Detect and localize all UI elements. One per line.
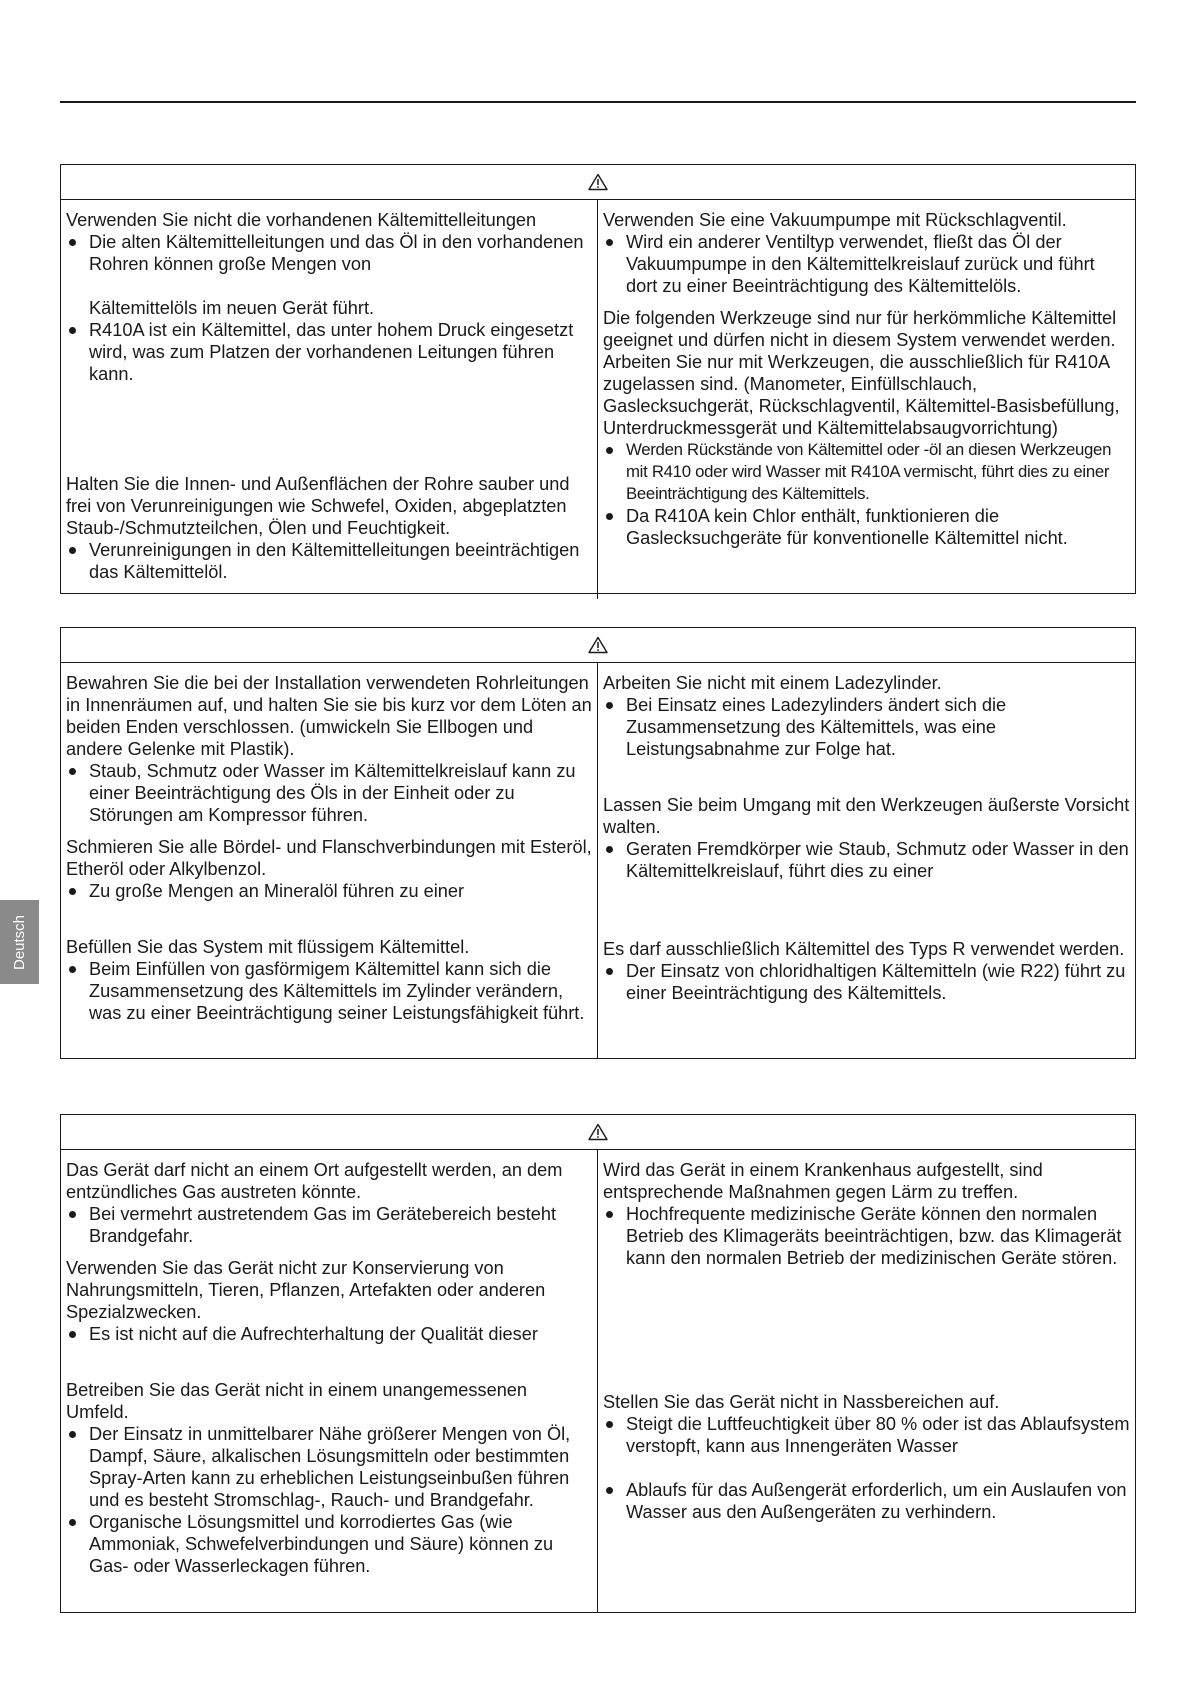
block-heading: Stellen Sie das Gerät nicht in Nassbereichen auf.: [603, 1392, 1000, 1412]
block-heading: Halten Sie die Innen- und Außenflächen der Rohre sauber und frei von Verunreinigungen wie Schwefel, Oxiden, abgeplatzten Staub-/Schmutzteilchen, Ölen und Feuchtigkeit.: [66, 474, 570, 538]
caution-block: [603, 672, 1131, 760]
header-rule: [60, 101, 1136, 103]
bullet-item: Werden Rückstände von Kältemittel oder -öl an diesen Werkzeugen mit R410 oder wird Wasser mit R410A vermischt, führt dies zu einer Beeinträchtigung des Kältemittels.: [603, 439, 1131, 505]
bullet-item: R410A ist ein Kältemittel, das unter hohem Druck eingesetzt wird, was zum Platzen der vorhandenen Leitungen führen kann.: [66, 319, 593, 385]
section-header: [61, 165, 1135, 200]
bullet-item: Beim Einfüllen von gasförmigem Kältemittel kann sich die Zusammensetzung des Kältemittels im Zylinder verändern, was zu einer Beeinträchtigung seiner Leistungsfähigkeit führt.: [66, 958, 593, 1024]
section-header: [61, 628, 1135, 663]
bullet-item: [66, 231, 593, 319]
bullet-item: Steigt die Luftfeuchtigkeit über 80 % oder ist das Ablaufsystem verstopft, kann aus Innengeräten Wasser: [603, 1413, 1131, 1457]
caution-section-3: [60, 1114, 1136, 1613]
left-column: [61, 200, 598, 599]
bullet-item: Verunreinigungen in den Kältemittelleitungen beeinträchtigen das Kältemittelöl.: [66, 539, 593, 583]
block-heading: Arbeiten Sie nicht mit einem Ladezylinder.: [603, 673, 942, 693]
caution-block: [66, 672, 593, 826]
caution-section-1: [60, 164, 1136, 594]
caution-block: [66, 1159, 593, 1247]
right-column: [598, 200, 1135, 599]
warning-triangle-icon: [588, 1123, 608, 1141]
block-heading: Das Gerät darf nicht an einem Ort aufgestellt werden, an dem entzündliches Gas austreten könnte.: [66, 1160, 563, 1202]
bullet-item: Der Einsatz in unmittelbarer Nähe größerer Mengen von Öl, Dampf, Säure, alkalischen Lösungsmitteln oder bestimmten Spray-Arten kann zu erheblichen Leistungseinbußen führen und es besteht Stromschlag-, Rauch- und Brandgefahr.: [66, 1423, 593, 1511]
caution-block: [603, 1391, 1131, 1523]
caution-block: [66, 1257, 593, 1345]
block-heading: Es darf ausschließlich Kältemittel des Typs R verwendet werden.: [603, 939, 1125, 959]
block-heading: Die folgenden Werkzeuge sind nur für herkömmliche Kältemittel geeignet und dürfen nicht in diesem System verwendet werden. Arbeiten Sie nur mit Werkzeugen, die ausschließlich für R410A zugelassen sind. (Manometer, Einfüllschlauch, Gaslecksuchgerät, Rückschlagventil, Kältemittel-Basisbefüllung, Unterdruckmessgerät und Kältemittelabsaugvorrichtung): [603, 308, 1120, 438]
block-heading: Lassen Sie beim Umgang mit den Werkzeugen äußerste Vorsicht walten.: [603, 795, 1130, 837]
block-heading: Bewahren Sie die bei der Installation verwendeten Rohrleitungen in Innenräumen auf, und halten Sie sie bis kurz vor dem Löten an beiden Enden verschlossen. (umwickeln Sie Ellbogen und andere Gelenke mit Plastik).: [66, 673, 592, 759]
bullet-item: Der Einsatz von chloridhaltigen Kältemitteln (wie R22) führt zu einer Beeinträchtigung des Kältemittels.: [603, 960, 1131, 1004]
bullet-item: [603, 1479, 1131, 1523]
bullet-item: Geraten Fremdkörper wie Staub, Schmutz oder Wasser in den Kältemittelkreislauf, führt dies zu einer: [603, 838, 1131, 882]
caution-section-2: [60, 627, 1136, 1059]
bullet-item: Bei Einsatz eines Ladezylinders ändert sich die Zusammensetzung des Kältemittels, was eine Leistungsabnahme zur Folge hat.: [603, 694, 1131, 760]
caution-block: [66, 209, 593, 385]
bullet-item: Hochfrequente medizinische Geräte können den normalen Betrieb des Klimageräts beeinträchtigen, bzw. das Klimagerät kann den normalen Betrieb der medizinischen Geräte stören.: [603, 1203, 1131, 1269]
bullet-item: Da R410A kein Chlor enthält, funktionieren die Gaslecksuchgeräte für konventionelle Kältemittel nicht.: [603, 505, 1131, 549]
section-header: [61, 1115, 1135, 1150]
block-heading: Verwenden Sie nicht die vorhandenen Kältemittelleitungen: [66, 210, 537, 230]
left-column: [61, 1150, 598, 1612]
right-column: [598, 1150, 1135, 1612]
caution-block: [66, 936, 593, 1024]
caution-block: [66, 836, 593, 902]
bullet-text: Kältemittelöls im neuen Gerät führt.: [89, 298, 375, 318]
block-heading: Befüllen Sie das System mit flüssigem Kältemittel.: [66, 937, 470, 957]
bullet-item: Wird ein anderer Ventiltyp verwendet, fließt das Öl der Vakuumpumpe in den Kältemittelkreislauf zurück und führt dort zu einer Beeinträchtigung des Kältemittelöls.: [603, 231, 1131, 297]
bullet-item: Organische Lösungsmittel und korrodiertes Gas (wie Ammoniak, Schwefelverbindungen und Säure) können zu Gas- oder Wasserleckagen führen.: [66, 1511, 593, 1577]
block-heading: Schmieren Sie alle Bördel- und Flanschverbindungen mit Esteröl, Etheröl oder Alkylbenzol.: [66, 837, 592, 879]
block-heading: Verwenden Sie das Gerät nicht zur Konservierung von Nahrungsmitteln, Tieren, Pflanzen, Artefakten oder anderen Spezialzwecken.: [66, 1258, 546, 1322]
bullet-item: Es ist nicht auf die Aufrechterhaltung der Qualität dieser: [66, 1323, 593, 1345]
block-heading: Verwenden Sie eine Vakuumpumpe mit Rückschlagventil.: [603, 210, 1067, 230]
caution-block: [603, 794, 1131, 882]
bullet-item: Staub, Schmutz oder Wasser im Kältemittelkreislauf kann zu einer Beeinträchtigung des Öls in der Einheit oder zu Störungen am Kompressor führen.: [66, 760, 593, 826]
bullet-item: Bei vermehrt austretendem Gas im Gerätebereich besteht Brandgefahr.: [66, 1203, 593, 1247]
language-tab-label: Deutsch: [11, 914, 28, 970]
caution-block: [603, 209, 1131, 297]
bullet-text: Die alten Kältemittelleitungen und das Öl in den vorhandenen Rohren können große Mengen von: [89, 232, 584, 274]
block-heading: Betreiben Sie das Gerät nicht in einem unangemessenen Umfeld.: [66, 1380, 528, 1422]
bullet-item: Zu große Mengen an Mineralöl führen zu einer: [66, 880, 593, 902]
warning-triangle-icon: [588, 173, 608, 191]
bullet-text: Ablaufs für das Außengerät erforderlich, um ein Auslaufen von Wasser aus den Außengeräten zu verhindern.: [626, 1480, 1127, 1522]
warning-triangle-icon: [588, 636, 608, 654]
caution-block: [603, 938, 1131, 1004]
block-heading: Wird das Gerät in einem Krankenhaus aufgestellt, sind entsprechende Maßnahmen gegen Lärm zu treffen.: [603, 1160, 1043, 1202]
left-column: [61, 663, 598, 1058]
right-column: [598, 663, 1135, 1058]
caution-block: [66, 473, 593, 583]
caution-block: [603, 1159, 1131, 1269]
caution-block: [66, 1379, 593, 1577]
language-side-tab: [0, 900, 39, 984]
caution-block: [603, 307, 1131, 549]
